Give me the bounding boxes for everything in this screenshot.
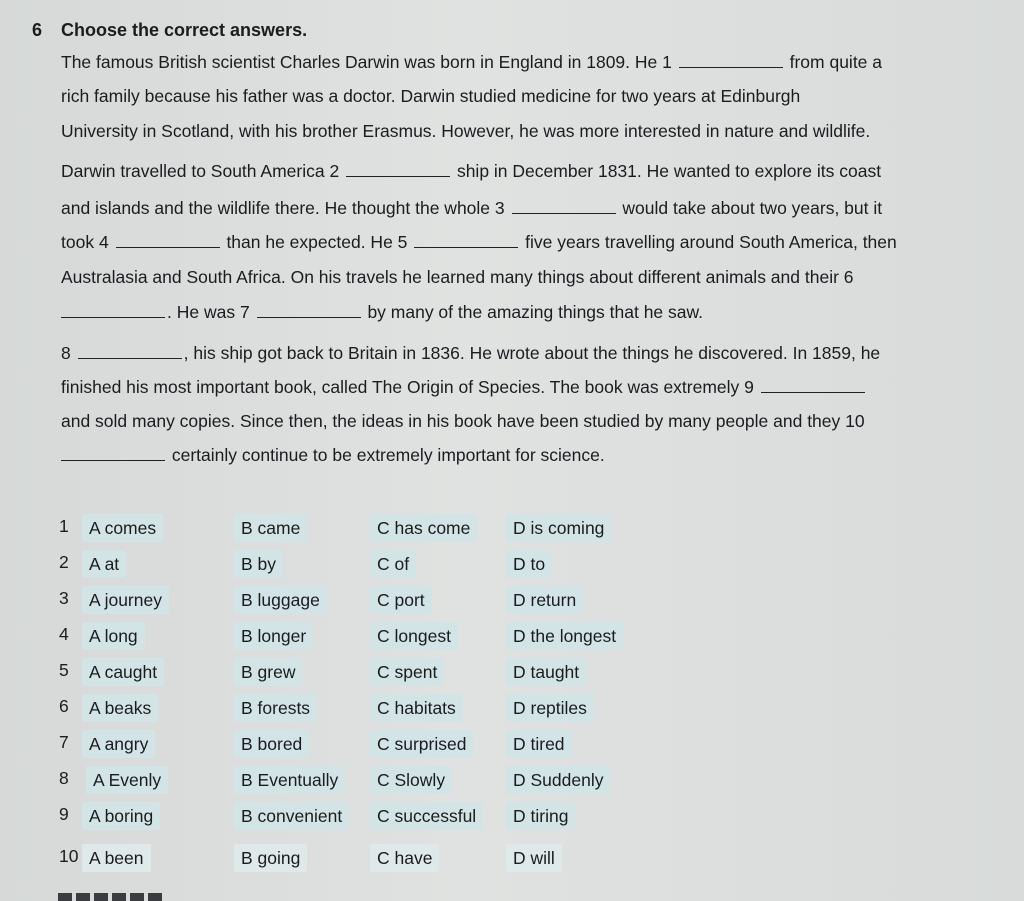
option-c[interactable]: C port: [370, 586, 432, 614]
option-d[interactable]: D the longest: [506, 622, 623, 650]
passage-line: rich family because his father was a doctor. Darwin studied medicine for two years at Edinburgh: [61, 86, 801, 106]
option-a[interactable]: A caught: [82, 658, 164, 686]
answer-blank-1[interactable]: [679, 53, 783, 68]
answer-blank-9[interactable]: [761, 378, 865, 393]
option-a[interactable]: A been: [82, 844, 151, 872]
answer-blank-10[interactable]: [61, 446, 165, 461]
question-number: 4: [59, 624, 69, 644]
question-row: [59, 728, 659, 758]
passage-line: 8 , his ship got back to Britain in 1836. He wrote about the things he discovered. In 1859, he: [61, 343, 881, 363]
answer-blank-4[interactable]: [116, 233, 220, 248]
answer-blank-3[interactable]: [512, 199, 616, 214]
question-number: 6: [59, 696, 69, 716]
question-number: 2: [59, 552, 69, 572]
answer-blank-6[interactable]: [61, 303, 165, 318]
cut-off-text-fragment: [58, 888, 198, 901]
question-number: 1: [59, 516, 69, 536]
passage-line: Darwin travelled to South America 2 ship in December 1831. He wanted to explore its coast: [61, 161, 882, 181]
question-row: [59, 656, 659, 686]
question-row: [59, 548, 659, 578]
option-c[interactable]: C of: [370, 550, 416, 578]
question-number: 3: [59, 588, 69, 608]
answer-blank-8[interactable]: [78, 344, 182, 359]
question-row: [59, 764, 659, 794]
option-c[interactable]: C have: [370, 844, 439, 872]
question-number: 9: [59, 804, 69, 824]
passage-line: and islands and the wildlife there. He thought the whole 3 would take about two years, but it: [61, 198, 883, 218]
option-b[interactable]: B going: [234, 844, 307, 872]
passage-line: certainly continue to be extremely important for science.: [61, 443, 605, 467]
option-d[interactable]: D Suddenly: [506, 766, 610, 794]
option-b[interactable]: B luggage: [234, 586, 327, 614]
option-b[interactable]: B by: [234, 550, 283, 578]
option-a[interactable]: A angry: [82, 730, 155, 758]
option-a[interactable]: A beaks: [82, 694, 158, 722]
option-a[interactable]: A comes: [82, 514, 163, 542]
option-c[interactable]: C surprised: [370, 730, 473, 758]
option-c[interactable]: C habitats: [370, 694, 463, 722]
option-c[interactable]: C spent: [370, 658, 444, 686]
option-d[interactable]: D return: [506, 586, 583, 614]
exercise-number: 6: [32, 20, 43, 40]
option-a[interactable]: A boring: [82, 802, 160, 830]
option-b[interactable]: B bored: [234, 730, 309, 758]
answer-blank-7[interactable]: [257, 303, 361, 318]
answer-blank-2[interactable]: [346, 162, 450, 177]
option-c[interactable]: C has come: [370, 514, 477, 542]
option-d[interactable]: D is coming: [506, 514, 611, 542]
option-d[interactable]: D tiring: [506, 802, 575, 830]
option-c[interactable]: C longest: [370, 622, 458, 650]
passage-line: The famous British scientist Charles Darwin was born in England in 1809. He 1 from quite a: [61, 52, 883, 72]
question-row: [59, 512, 659, 542]
passage-line: finished his most important book, called The Origin of Species. The book was extremely 9: [61, 375, 867, 399]
option-c[interactable]: C successful: [370, 802, 483, 830]
option-d[interactable]: D to: [506, 550, 552, 578]
question-row: [59, 842, 659, 872]
passage-line: took 4 than he expected. He 5 five years travelling around South America, then: [61, 232, 897, 252]
option-b[interactable]: B longer: [234, 622, 313, 650]
option-a[interactable]: A at: [82, 550, 126, 578]
option-b[interactable]: B convenient: [234, 802, 349, 830]
question-number: 7: [59, 732, 69, 752]
option-b[interactable]: B grew: [234, 658, 302, 686]
option-a[interactable]: A journey: [82, 586, 169, 614]
question-row: [59, 584, 659, 614]
option-a[interactable]: A Evenly: [86, 766, 168, 794]
passage-line: . He was 7 by many of the amazing things that he saw.: [61, 300, 703, 324]
passage-line: and sold many copies. Since then, the ideas in his book have been studied by many people and they 10: [61, 411, 865, 431]
question-number: 8: [59, 768, 69, 788]
option-d[interactable]: D reptiles: [506, 694, 594, 722]
option-d[interactable]: D will: [506, 844, 562, 872]
option-b[interactable]: B came: [234, 514, 307, 542]
option-c[interactable]: C Slowly: [370, 766, 452, 794]
option-b[interactable]: B forests: [234, 694, 317, 722]
passage-line: Australasia and South Africa. On his travels he learned many things about different animals and their 6: [61, 267, 854, 287]
option-a[interactable]: A long: [82, 622, 145, 650]
option-d[interactable]: D taught: [506, 658, 586, 686]
question-number: 5: [59, 660, 69, 680]
question-number: 10: [59, 846, 79, 866]
question-row: [59, 692, 659, 722]
answer-blank-5[interactable]: [414, 233, 518, 248]
passage-line: University in Scotland, with his brother Erasmus. However, he was more interested in nature and wildlife.: [61, 121, 871, 141]
question-row: [59, 800, 659, 830]
option-d[interactable]: D tired: [506, 730, 572, 758]
question-row: [59, 620, 659, 650]
option-b[interactable]: B Eventually: [234, 766, 345, 794]
exercise-title: Choose the correct answers.: [61, 20, 308, 40]
